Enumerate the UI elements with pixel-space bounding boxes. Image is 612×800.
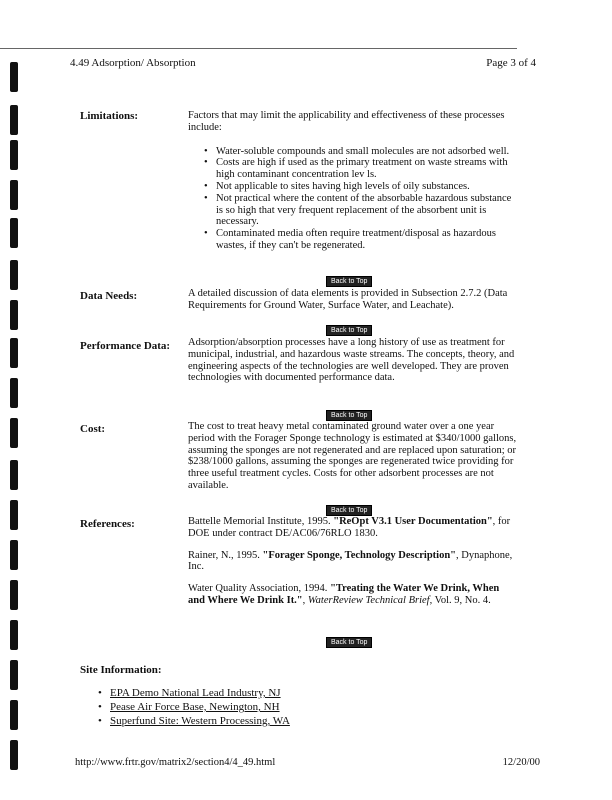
- reference-author: Battelle Memorial Institute, 1995.: [188, 516, 334, 527]
- limitations-section: [188, 110, 518, 252]
- back-to-top-button[interactable]: Back to Top: [326, 276, 372, 287]
- cost-label: Cost:: [80, 423, 106, 435]
- list-item: [110, 700, 290, 714]
- reference-author: Rainer, N., 1995.: [188, 549, 263, 561]
- reference-details: , Dynaphone, Inc.: [188, 549, 513, 573]
- site-information-label: Site Information:: [80, 664, 162, 676]
- punch-hole: [10, 660, 18, 690]
- references-section: [188, 516, 518, 617]
- reference-details: , for DOE under contract DE/AC06/76RLO 1830.: [188, 516, 511, 539]
- punch-hole: [10, 300, 18, 330]
- punch-hole: [10, 580, 18, 610]
- limitations-list: [188, 146, 518, 252]
- footer-url: http://www.frtr.gov/matrix2/section4/4_49.html: [75, 757, 276, 768]
- punch-hole: [10, 260, 18, 290]
- site-link-pease-afb[interactable]: Pease Air Force Base, Newington, NH: [110, 701, 280, 713]
- back-to-top-button[interactable]: Back to Top: [326, 505, 372, 516]
- punch-hole: [10, 620, 18, 650]
- reference-item: Water Quality Association, 1994. "Treating the Water We Drink, When and Where We Drink It.", WaterReview Technical Brief, Vol. 9, No. 4.: [188, 583, 500, 606]
- site-link-superfund[interactable]: Superfund Site: Western Processing, WA: [110, 715, 290, 727]
- reference-author: Water Quality Association, 1994.: [188, 583, 331, 595]
- back-to-top-button[interactable]: Back to Top: [326, 637, 372, 648]
- data-needs-text: A detailed discussion of data elements is provided in Subsection 2.7.2 (Data Requirements for Ground Water, Surface Water, and Leachate).: [188, 288, 508, 311]
- list-item: [110, 714, 290, 728]
- back-to-top-button[interactable]: Back to Top: [326, 410, 372, 421]
- reference-title: "Forager Sponge, Technology Description": [262, 549, 457, 561]
- punch-hole: [10, 218, 18, 248]
- reference-journal: WaterReview Technical Brief,: [307, 594, 433, 606]
- list-item: • Costs are high if used as the primary treatment on waste streams with high contaminant concentration lev ls.: [216, 157, 518, 181]
- punch-hole: [10, 180, 18, 210]
- punch-hole: [10, 500, 18, 530]
- data-needs-label: Data Needs:: [80, 290, 138, 302]
- punch-hole: [10, 540, 18, 570]
- punch-hole: [10, 740, 18, 770]
- header-rule: [0, 48, 517, 49]
- punch-hole: [10, 378, 18, 408]
- punch-hole: [10, 418, 18, 448]
- list-item: • Water-soluble compounds and small molecules are not adsorbed well.: [216, 146, 518, 158]
- punch-hole: [10, 105, 18, 135]
- limitations-intro: Factors that may limit the applicability and effectiveness of these processes include:: [188, 110, 505, 133]
- punch-hole: [10, 62, 18, 92]
- list-item: • Contaminated media often require treatment/disposal as hazardous wastes, if they can't be regenerated.: [216, 228, 518, 252]
- performance-data-text: Adsorption/absorption processes have a long history of use as treatment for municipal, industrial, and hazardous waste streams. The concepts, theory, and engineering aspects of the technologies are well developed. They are proven technologies with documented performance data.: [188, 337, 515, 384]
- site-link-epa-demo[interactable]: EPA Demo National Lead Industry, NJ: [110, 687, 281, 699]
- footer-date: 12/20/00: [502, 757, 540, 768]
- list-item: • Not practical where the content of the absorbable hazardous substance is so high that very frequent replacement of the absorbent unit is necessary.: [216, 193, 518, 228]
- limitations-label: Limitations:: [80, 110, 139, 122]
- back-to-top-button[interactable]: Back to Top: [326, 325, 372, 336]
- punch-hole: [10, 338, 18, 368]
- references-label: References:: [80, 518, 135, 530]
- list-item: • Not applicable to sites having high levels of oily substances.: [216, 181, 518, 193]
- punch-hole: [10, 700, 18, 730]
- reference-title: "Treating the Water We Drink, When and Where We Drink It.": [188, 583, 500, 606]
- site-information-list: [110, 686, 290, 728]
- cost-text: The cost to treat heavy metal contaminated ground water over a one year period with the Forager Sponge technology is estimated at $340/1000 gallons, assuming the sponges are not regenerated and are replaced upon saturation; or $238/1000 gallons, assuming the sponges are regenerated twice providing for three useful treatment cycles. Costs for other adsorbent processes are not available.: [188, 421, 517, 491]
- punch-hole: [10, 140, 18, 170]
- reference-item: [188, 550, 518, 574]
- page-title: 4.49 Adsorption/ Absorption: [70, 57, 196, 69]
- punch-hole: [10, 460, 18, 490]
- performance-data-label: Performance Data:: [80, 340, 171, 352]
- reference-title: "ReOpt V3.1 User Documentation": [333, 516, 493, 527]
- reference-item: [188, 516, 518, 540]
- reference-details: Vol. 9, No. 4.: [432, 594, 491, 606]
- page-number: Page 3 of 4: [486, 57, 536, 69]
- list-item: [110, 686, 290, 700]
